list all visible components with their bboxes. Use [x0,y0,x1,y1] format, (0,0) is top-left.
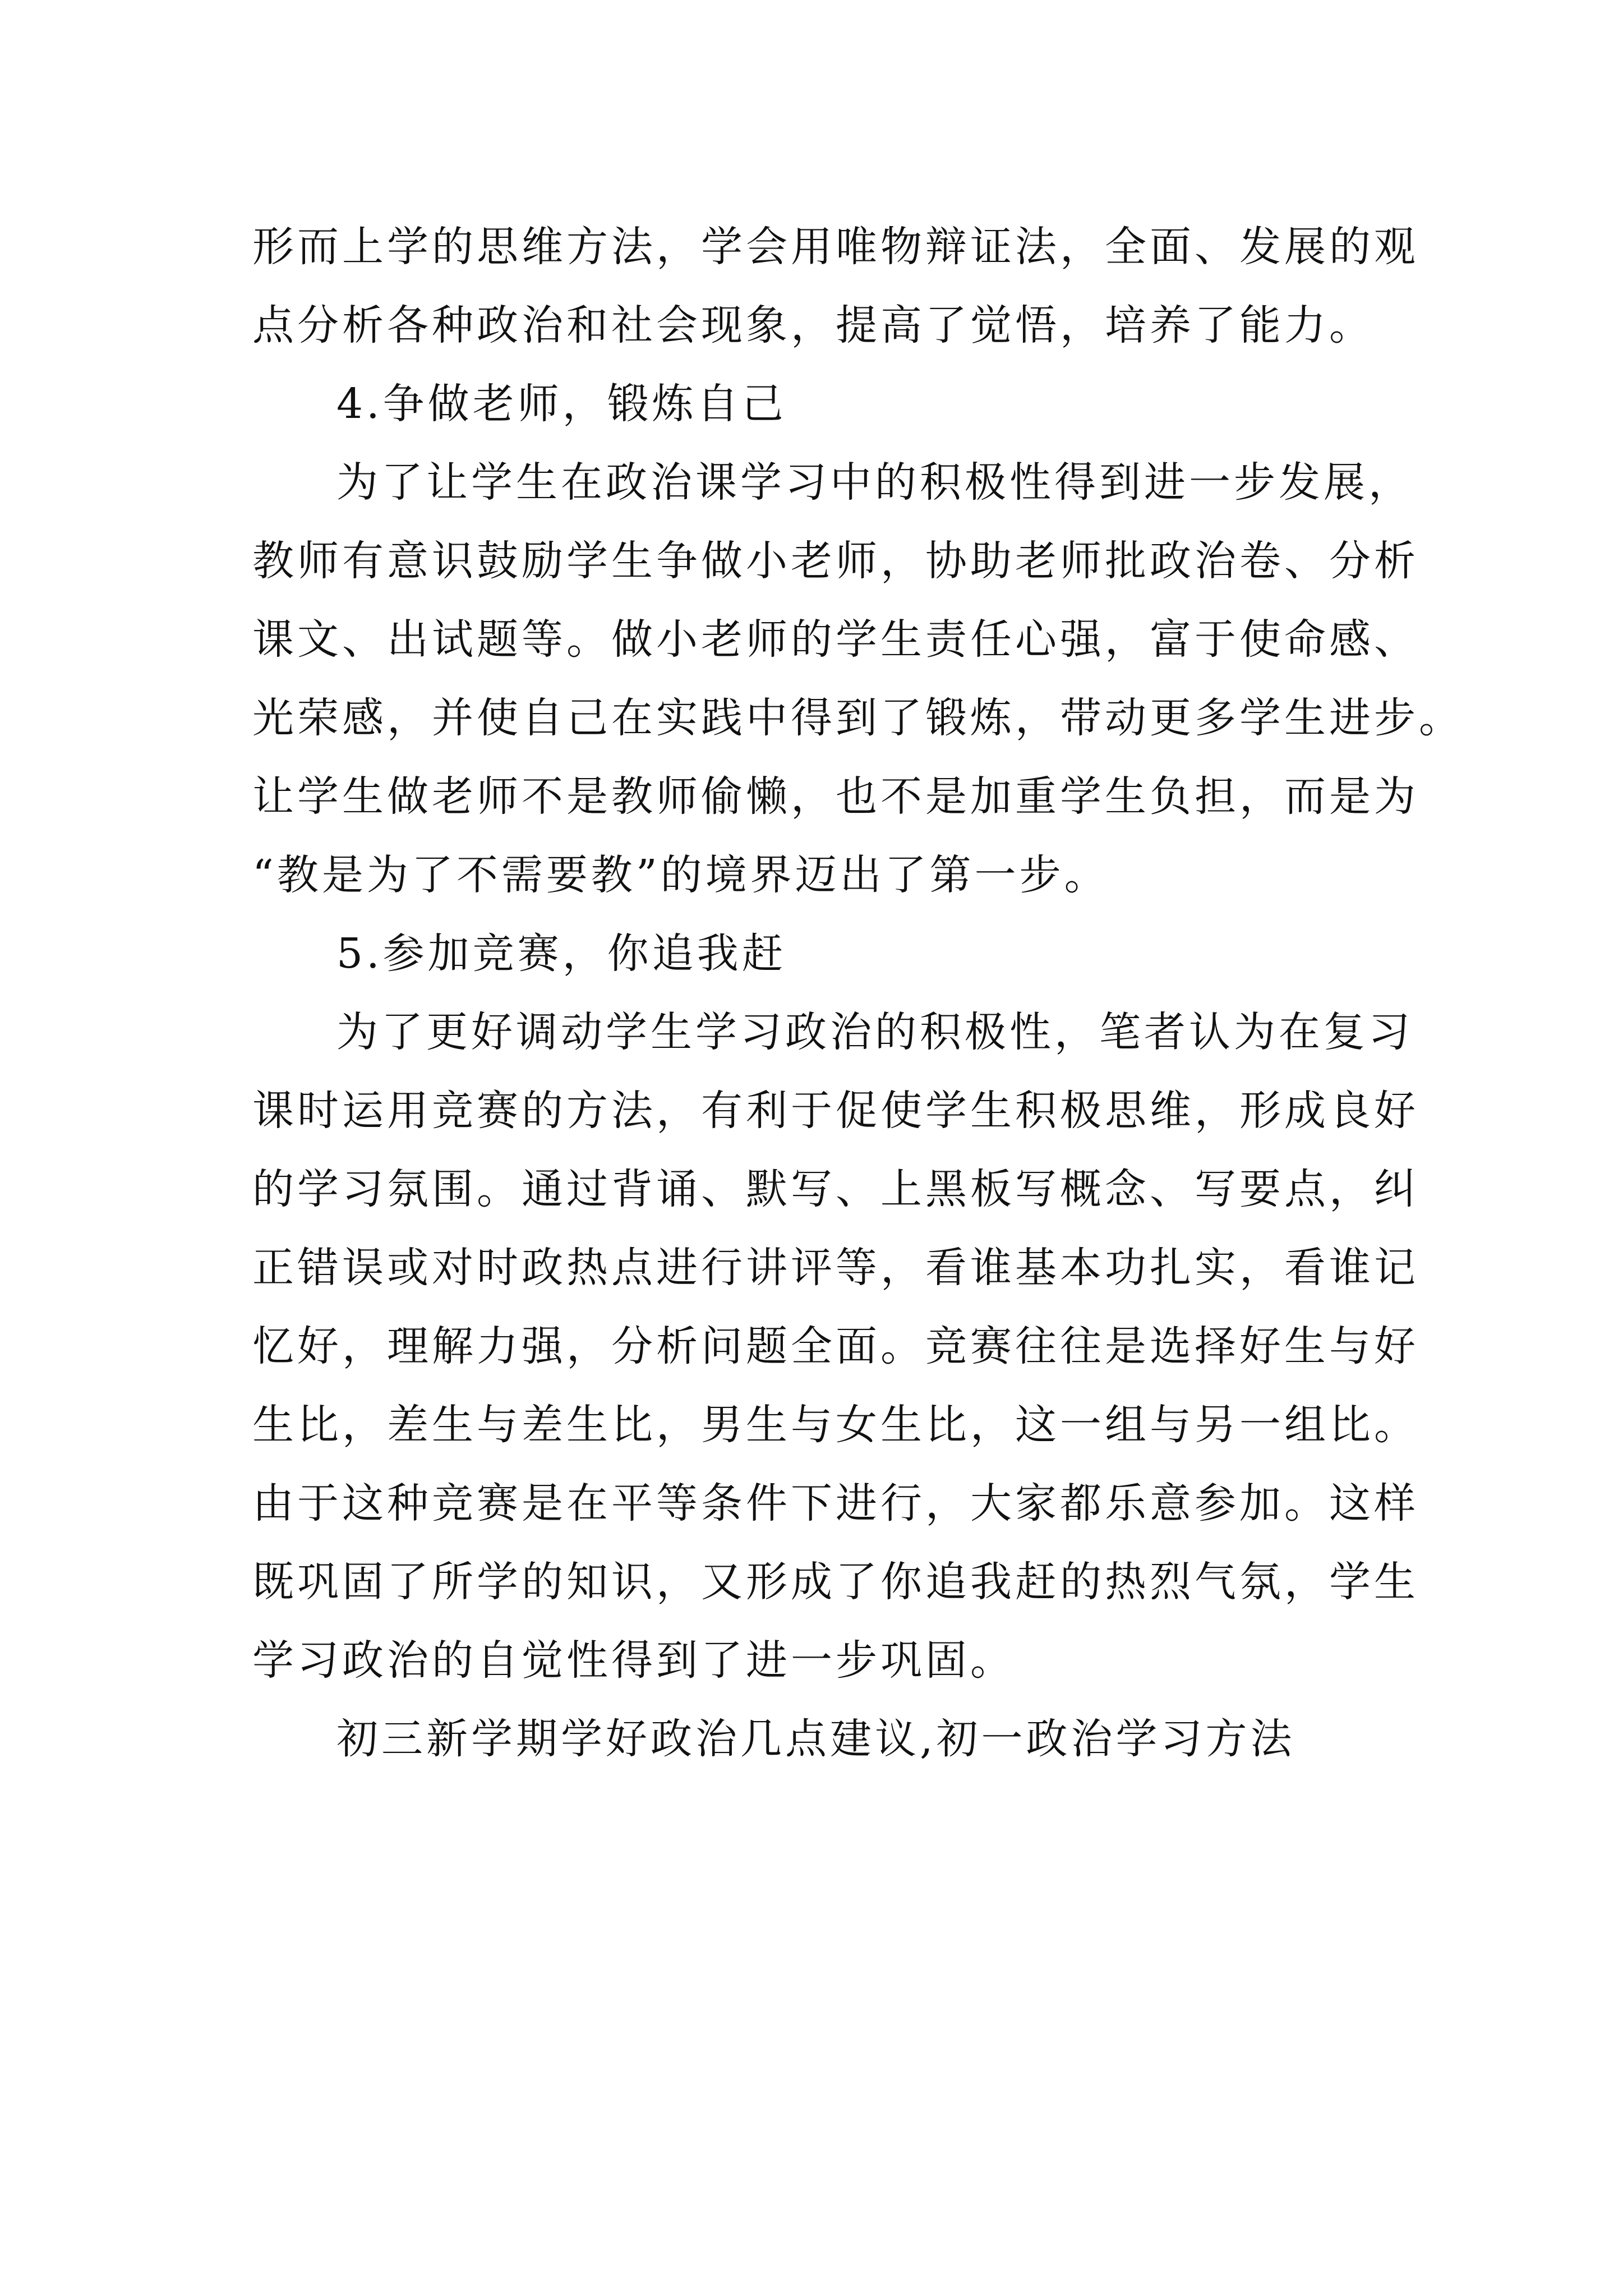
body-line: 忆好，理解力强，分析问题全面。竞赛往往是选择好生与好 [252,1322,1419,1370]
body-line: 课文、出试题等。做小老师的学生责任心强，富于使命感、 [252,615,1419,664]
body-line: 学习政治的自觉性得到了进一步巩固。 [252,1636,1015,1685]
body-line: 生比，差生与差生比，男生与女生比，这一组与另一组比。 [252,1401,1419,1449]
body-line: 既巩固了所学的知识，又形成了你追我赶的热烈气氛，学生 [252,1558,1419,1606]
body-line: 让学生做老师不是教师偷懒，也不是加重学生负担，而是为 [252,772,1419,821]
body-line: “教是为了不需要教”的境界迈出了第一步。 [252,851,1109,899]
body-line: 光荣感，并使自己在实践中得到了锻炼，带动更多学生进步。 [252,694,1464,742]
body-line: 教师有意识鼓励学生争做小老师，协助老师批政治卷、分析 [252,537,1419,585]
body-line: 由于这种竞赛是在平等条件下进行，大家都乐意参加。这样 [252,1479,1419,1527]
section-heading-5: 5.参加竞赛，你追我赶 [336,930,787,978]
body-line: 形而上学的思维方法，学会用唯物辩证法，全面、发展的观 [252,223,1419,271]
document-body [252,208,1464,1778]
body-line: 正错误或对时政热点进行讲评等，看谁基本功扎实，看谁记 [252,1244,1419,1292]
body-line: 课时运用竞赛的方法，有利于促使学生积极思维，形成良好 [252,1087,1419,1135]
paragraph-start-line: 为了更好调动学生学习政治的积极性，笔者认为在复习 [336,1008,1413,1056]
body-line: 点分析各种政治和社会现象，提高了觉悟，培养了能力。 [252,301,1374,349]
paragraph-start-line: 为了让学生在政治课学习中的积极性得到进一步发展， [336,458,1413,507]
closing-title-line: 初三新学期学好政治几点建议,初一政治学习方法 [336,1715,1295,1763]
section-heading-4: 4.争做老师，锻炼自己 [336,380,787,428]
body-line: 的学习氛围。通过背诵、默写、上黑板写概念、写要点，纠 [252,1165,1419,1213]
